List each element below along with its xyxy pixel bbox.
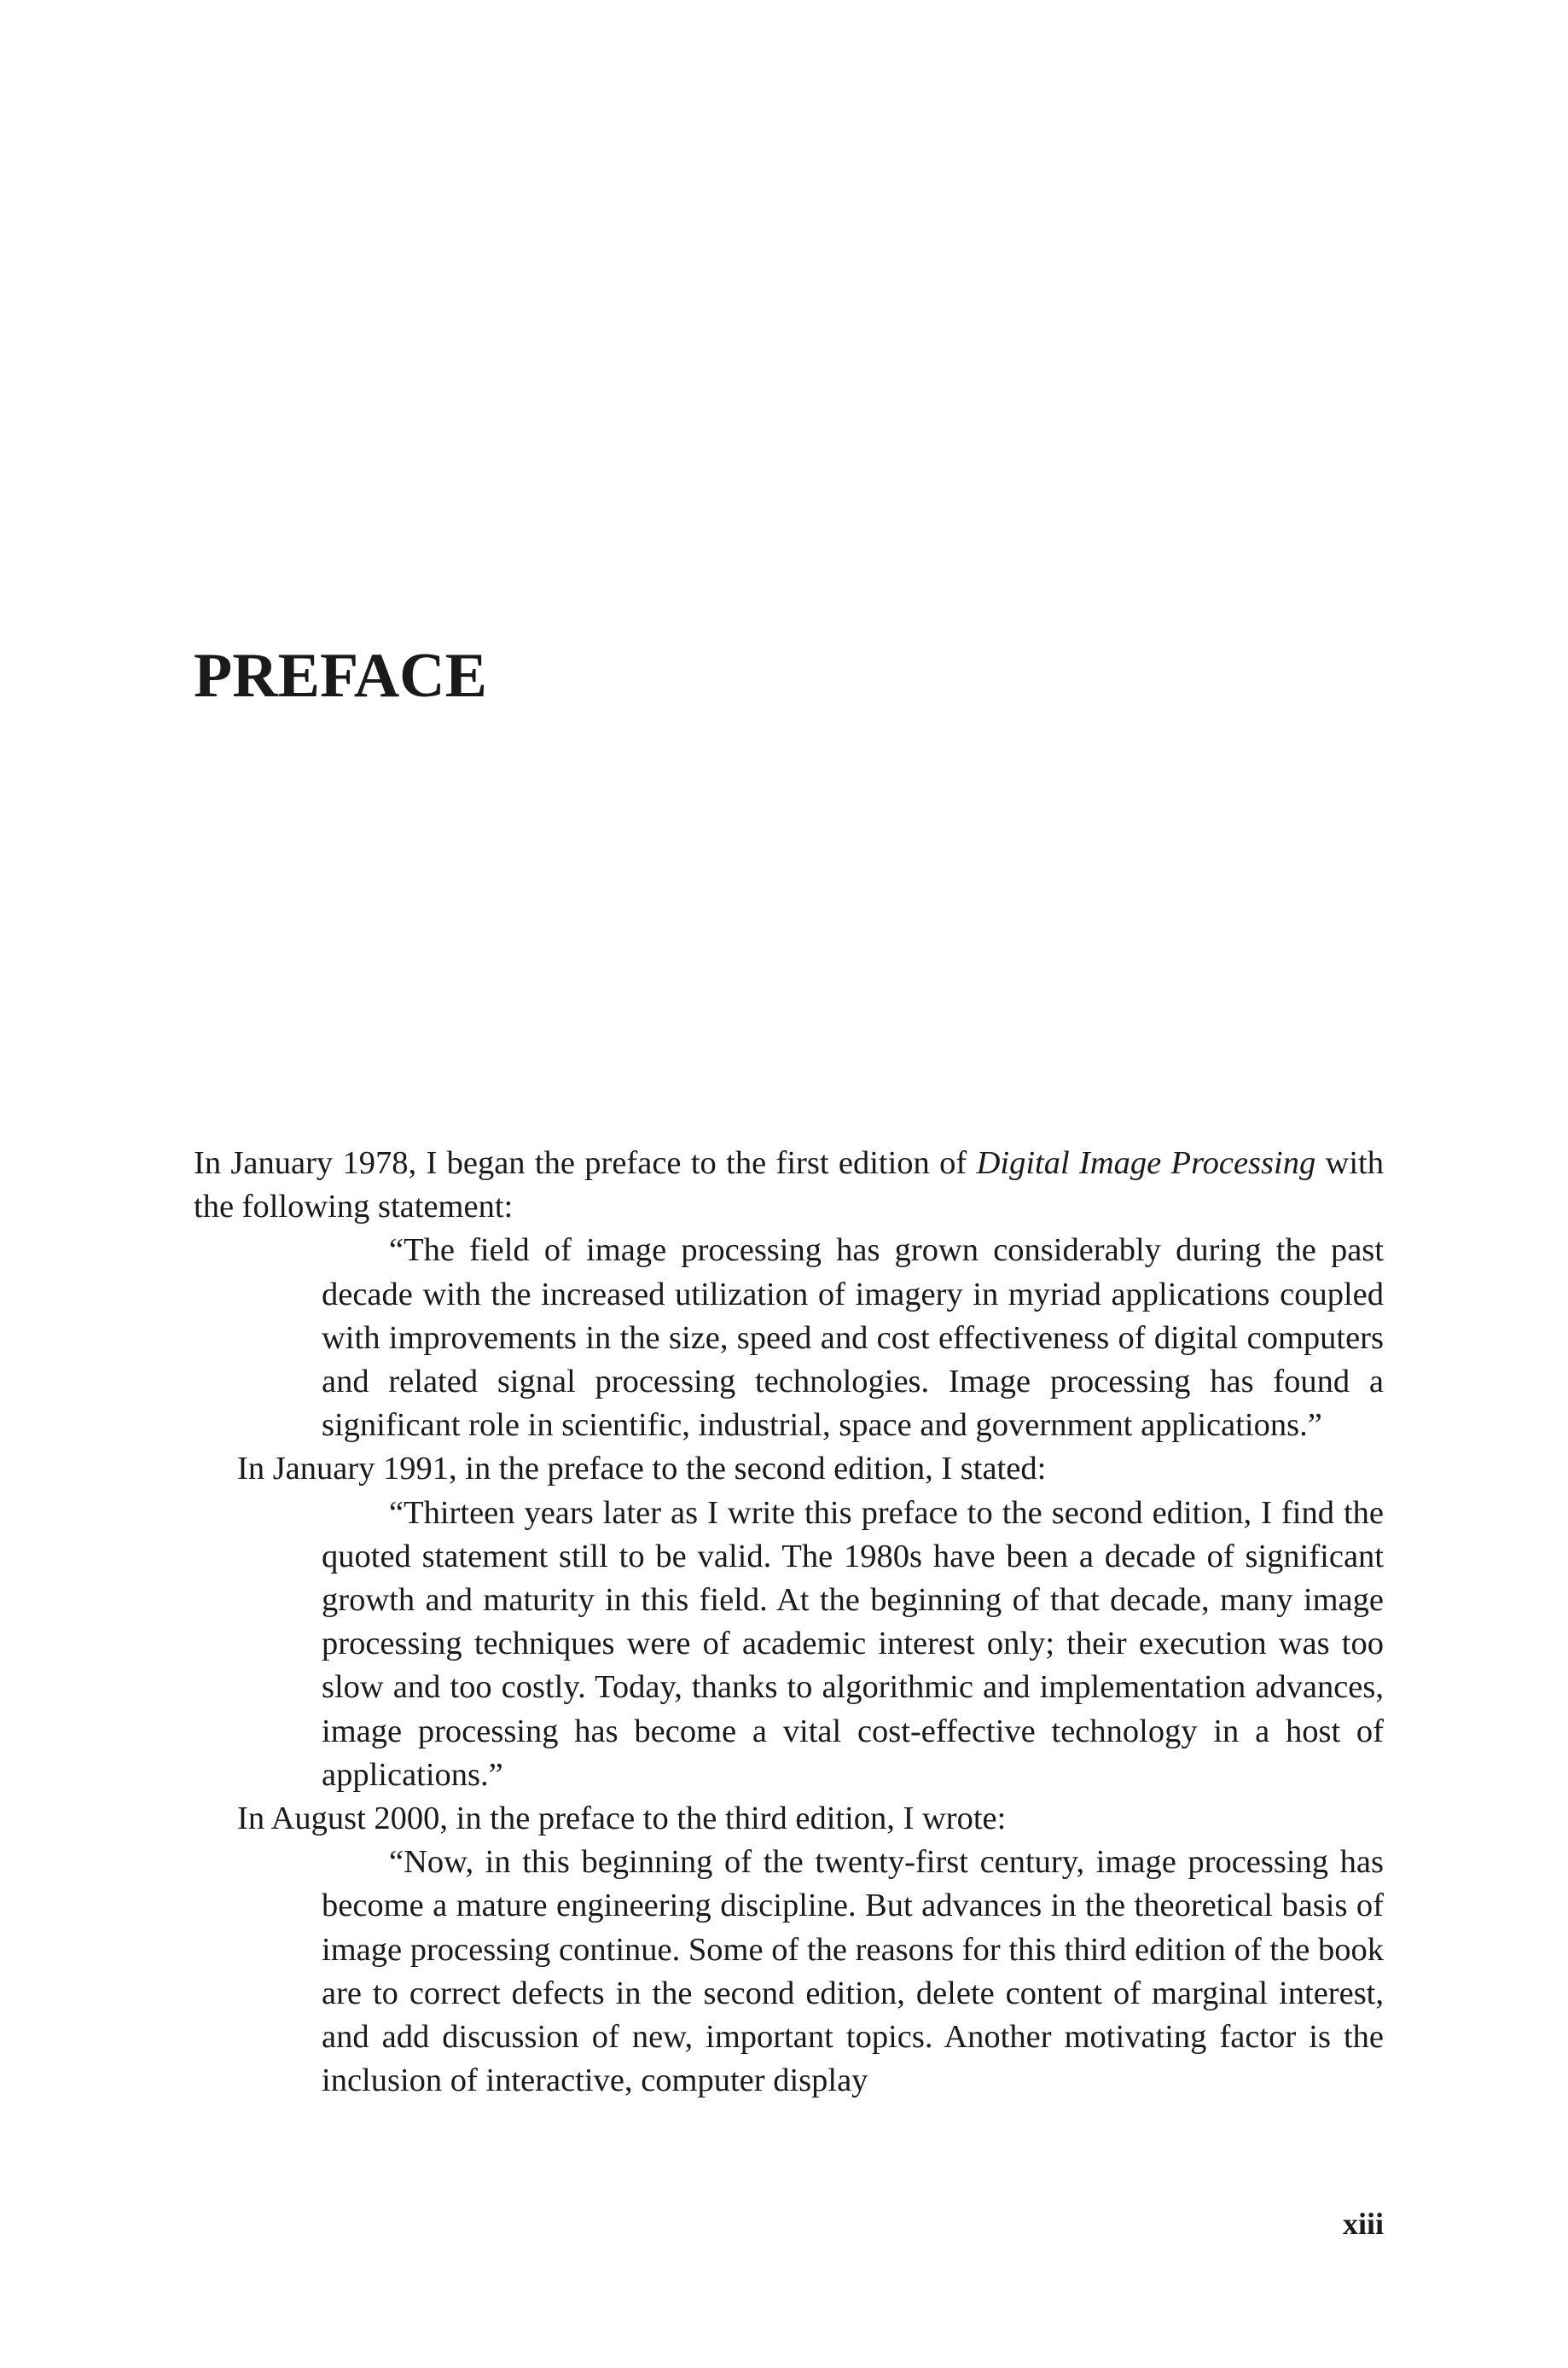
page-title: PREFACE [194, 641, 487, 711]
intro-text-after: with the following statement: [194, 1145, 1385, 1225]
book-title: Digital Image Processing [976, 1145, 1316, 1181]
third-edition-paragraph: In August 2000, in the preface to the third edition, I wrote: [237, 1801, 1007, 1837]
preface-body [194, 1142, 1384, 2103]
quote-third-edition: “Now, in this beginning of the twenty-first century, image processing has become a mature engineering discipline. But advances in the theoretical basis of image processing continue. Some of the reasons for this third edition of the book are to correct defects in the second edition, delete content of marginal interest, and add discussion of new, important topics. Another motivating factor is the inclusion of interactive, computer display [322, 1844, 1384, 2099]
intro-text-before: In January 1978, I began the preface to the first edition of [194, 1145, 977, 1181]
intro-paragraph [194, 1142, 1384, 1229]
quote-second-edition: “Thirteen years later as I write this preface to the second edition, I find the quoted statement still to be valid. The 1980s have been a decade of significant growth and maturity in this field. At the beginning of that decade, many image processing techniques were of academic interest only; their execution was too slow and too costly. Today, thanks to algorithmic and implementation advances, image processing has become a vital cost-effective technology in a host of applications.” [322, 1494, 1384, 1793]
quote-first-edition: “The field of image processing has grown considerably during the past decade with the increased utilization of imagery in myriad applications coupled with improvements in the size, speed and cost effectiveness of digital computers and related signal processing technologies. Image processing has found a significant role in scientific, industrial, space and government applications.” [322, 1232, 1384, 1444]
second-edition-paragraph: In January 1991, in the preface to the second edition, I stated: [237, 1451, 1047, 1487]
page-number: xiii [1342, 2207, 1384, 2241]
